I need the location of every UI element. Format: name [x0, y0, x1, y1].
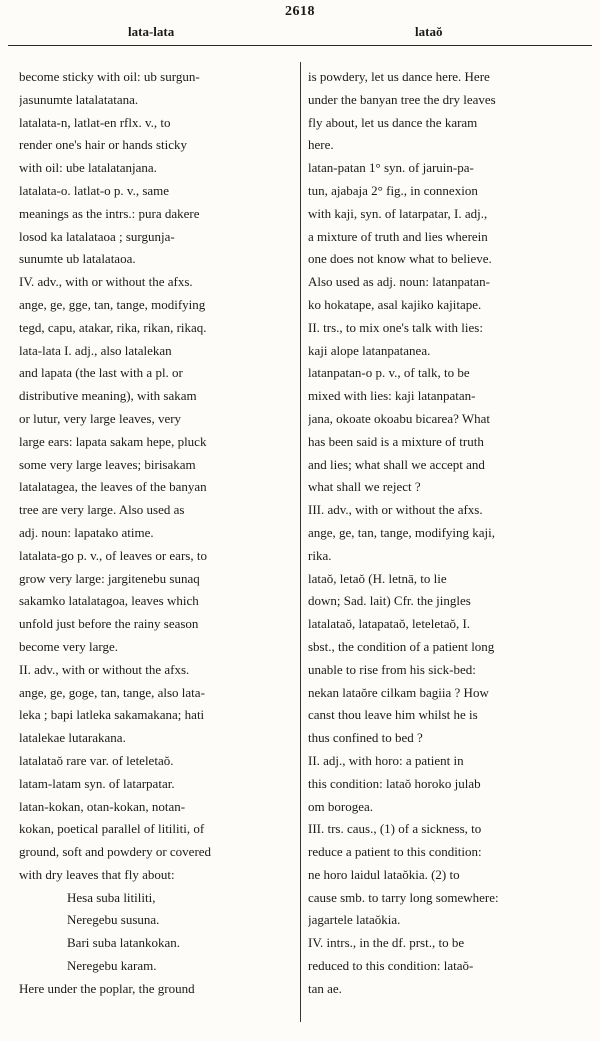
text-line: unfold just before the rainy season [19, 616, 199, 632]
text-line: Also used as adj. noun: latanpatan- [308, 274, 490, 290]
text-line: down; Sad. lait) Cfr. the jingles [308, 593, 471, 609]
text-line: with dry leaves that fly about: [19, 866, 175, 882]
text-line: om borogea. [308, 798, 373, 814]
text-line: fly about, let us dance the karam [308, 114, 478, 130]
text-line: tun, ajabaja 2° fig., in connexion [308, 182, 478, 198]
text-line: II. adv., with or without the afxs. [19, 661, 190, 677]
text-line: kokan, poetical parallel of litiliti, of [19, 821, 205, 837]
left-guide-word: lata-lata [128, 24, 175, 39]
right-column [308, 66, 583, 1001]
text-line: IV. adv., with or without the afxs. [19, 274, 193, 290]
text-line: leka ; bapi latleka sakamakana; hati [19, 707, 205, 723]
text-line: with kaji, syn. of latarpatar, I. adj., [308, 205, 488, 221]
text-line: latan-patan 1° syn. of jaruin-pa- [308, 160, 474, 176]
text-line: what shall we reject ? [308, 479, 421, 495]
text-line: adj. noun: lapatako atime. [19, 524, 154, 540]
text-line: cause smb. to tarry long somewhere: [308, 889, 499, 905]
text-line: and lies; what shall we accept and [308, 456, 485, 472]
text-line: render one's hair or hands sticky [19, 137, 188, 153]
text-line: a mixture of truth and lies wherein [308, 228, 488, 244]
text-line: thus confined to bed ? [308, 730, 423, 746]
text-line: Neregebu susuna. [67, 912, 160, 928]
text-line: latalataŏ rare var. of leteletaŏ. [19, 752, 174, 768]
text-line: lata-lata I. adj., also latalekan [19, 342, 172, 358]
text-line: here. [308, 137, 334, 153]
column-divider [300, 62, 301, 1022]
left-column [19, 66, 294, 1001]
text-line: ange, ge, tan, tange, modifying kaji, [308, 524, 496, 540]
text-line: latalata-go p. v., of leaves or ears, to [19, 547, 207, 563]
text-line: sakamko latalatagoa, leaves which [19, 593, 199, 609]
right-guide-word: lataŏ [415, 24, 443, 39]
text-line: rika. [308, 547, 332, 563]
text-line: some very large leaves; birisakam [19, 456, 196, 472]
text-line: latanpatan-o p. v., of talk, to be [308, 365, 470, 381]
text-line: ange, ge, goge, tan, tange, also lata- [19, 684, 205, 700]
text-line: tree are very large. Also used as [19, 502, 185, 518]
text-line: sunumte ub latalataoa. [19, 251, 136, 267]
text-line: II. adj., with horo: a patient in [308, 752, 464, 768]
text-line: kaji alope latanpatanea. [308, 342, 431, 358]
page-number: 2618 [285, 4, 315, 19]
text-line: ange, ge, gge, tan, tange, modifying [19, 296, 206, 312]
text-line: Hesa suba litiliti, [67, 889, 156, 905]
text-line: IV. intrs., in the df. prst., to be [308, 935, 465, 951]
header-rule [8, 45, 592, 46]
text-line: jagartele lataŏkia. [308, 912, 401, 928]
text-line: Neregebu karam. [67, 958, 157, 974]
text-line: canst thou leave him whilst he is [308, 707, 478, 723]
text-line: large ears: lapata sakam hepe, pluck [19, 433, 207, 449]
text-line: tegd, capu, atakar, rika, rikan, rikaq. [19, 319, 207, 335]
text-line: or lutur, very large leaves, very [19, 410, 182, 426]
text-line: reduce a patient to this condition: [308, 844, 482, 860]
text-line: ground, soft and powdery or covered [19, 844, 212, 860]
text-line: distributive meaning), with sakam [19, 388, 197, 404]
text-line: become sticky with oil: ub surgun- [19, 69, 200, 84]
text-line: ne horo laidul lataŏkia. (2) to [308, 866, 460, 882]
text-line: lataŏ, letaŏ (H. letnā, to lie [308, 570, 447, 586]
text-line: latam-latam syn. of latarpatar. [19, 775, 175, 791]
text-line: jasunumte latalatatana. [19, 91, 139, 107]
text-line: grow very large: jargitenebu sunaq [19, 570, 200, 586]
text-line: and lapata (the last with a pl. or [19, 365, 183, 381]
text-line: tan ae. [308, 980, 342, 996]
text-line: II. trs., to mix one's talk with lies: [308, 319, 483, 335]
text-line: with oil: ube latalatanjana. [19, 160, 157, 176]
text-line: latalekae lutarakana. [19, 730, 126, 746]
text-line: has been said is a mixture of truth [308, 433, 484, 449]
text-line: ko hokatape, asal kajiko kajitape. [308, 296, 482, 312]
text-line: Here under the poplar, the ground [19, 980, 195, 996]
text-line: losod ka latalataoa ; surgunja- [19, 228, 175, 244]
text-line: is powdery, let us dance here. Here [308, 69, 490, 84]
text-line: III. trs. caus., (1) of a sickness, to [308, 821, 482, 837]
text-line: latalataŏ, latapataŏ, leteletaŏ, I. [308, 616, 471, 632]
text-line: mixed with lies: kaji latanpatan- [308, 388, 476, 404]
text-line: latalata-o. latlat-o p. v., same [19, 182, 170, 198]
text-line: sbst., the condition of a patient long [308, 638, 495, 654]
text-line: meanings as the intrs.: pura dakere [19, 205, 200, 221]
text-line: nekan lataŏre cilkam bagiia ? How [308, 684, 489, 700]
text-line: unable to rise from his sick-bed: [308, 661, 476, 677]
text-line: reduced to this condition: lataŏ- [308, 958, 474, 974]
text-line: Bari suba latankokan. [67, 935, 180, 951]
text-line: one does not know what to believe. [308, 251, 492, 267]
text-line: latan-kokan, otan-kokan, notan- [19, 798, 186, 814]
text-line: latalatagea, the leaves of the banyan [19, 479, 207, 495]
text-line: this condition: lataŏ horoko julab [308, 775, 481, 791]
text-line: jana, okoate okoabu bicarea? What [308, 410, 491, 426]
text-line: under the banyan tree the dry leaves [308, 91, 496, 107]
text-line: III. adv., with or without the afxs. [308, 502, 483, 518]
text-line: latalata-n, latlat-en rflx. v., to [19, 114, 171, 130]
text-line: become very large. [19, 638, 119, 654]
